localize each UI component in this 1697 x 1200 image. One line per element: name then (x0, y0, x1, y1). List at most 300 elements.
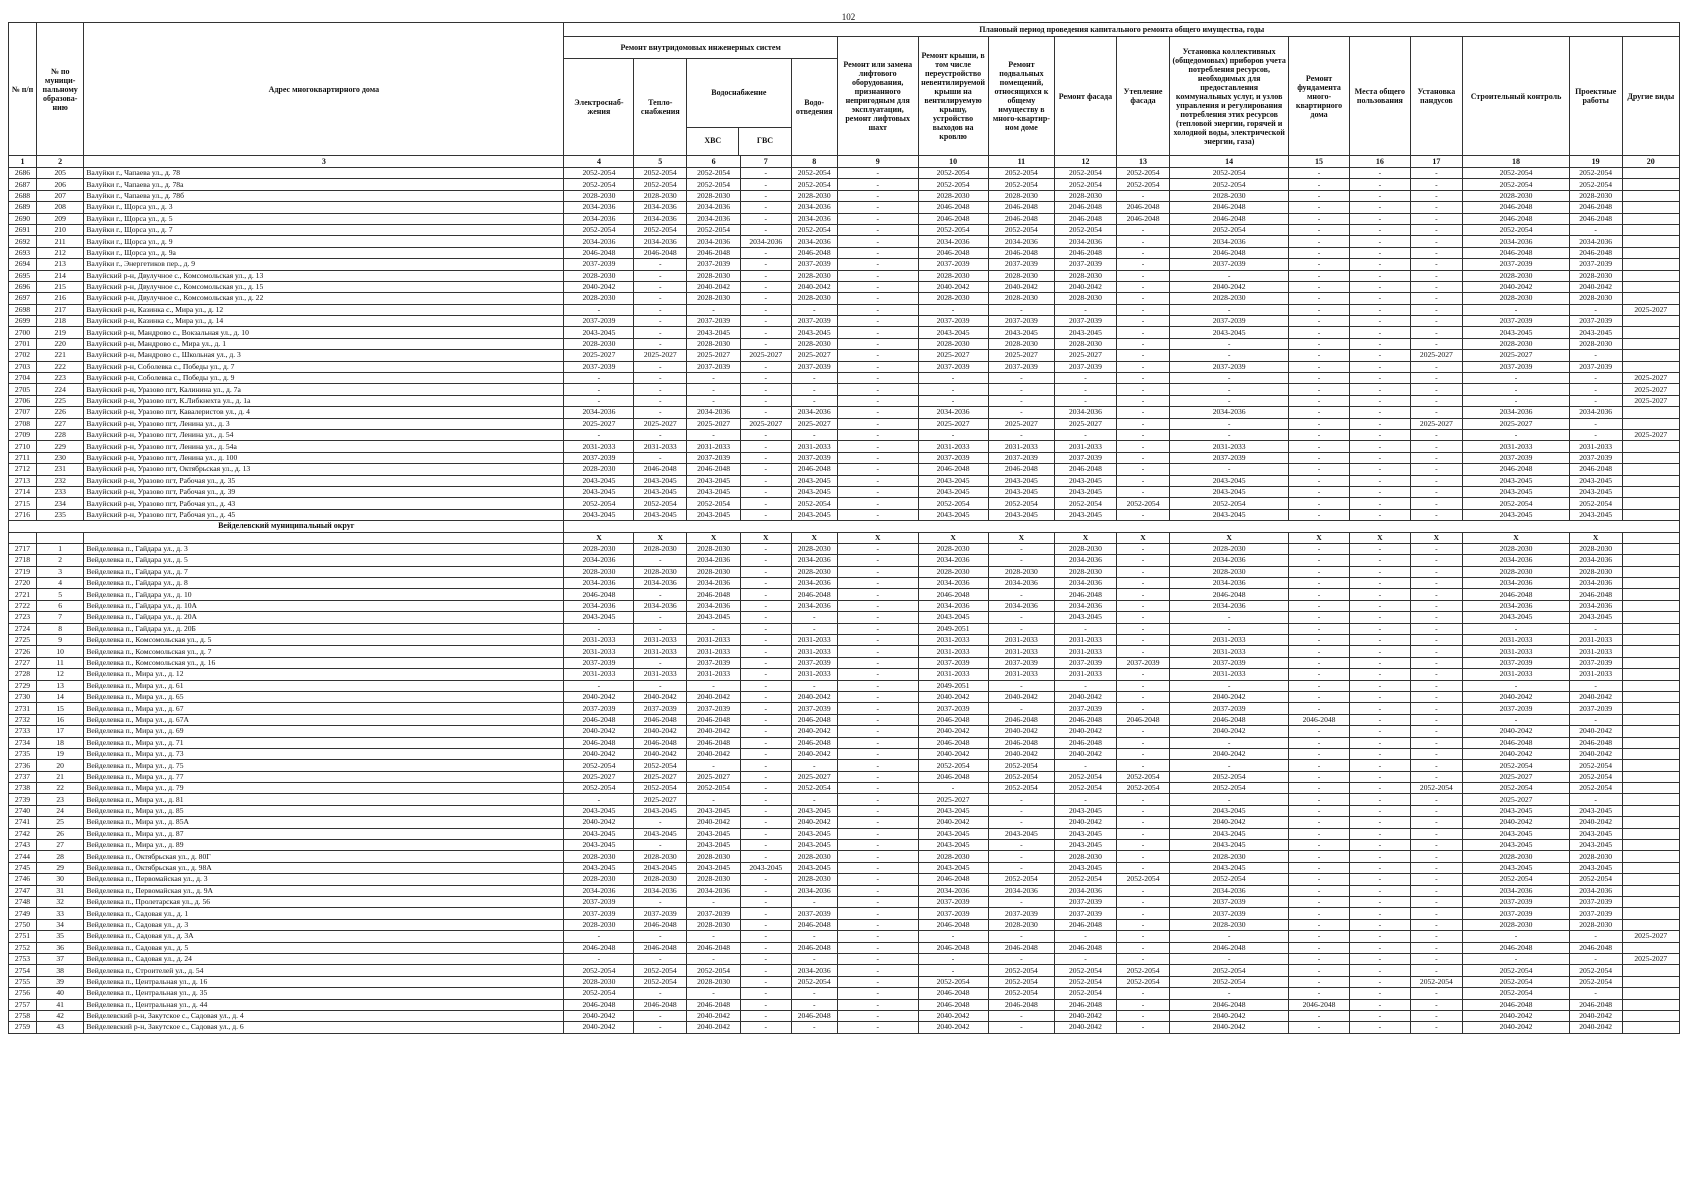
municipal-number: 235 (36, 509, 83, 520)
year-range-cell: - (988, 429, 1055, 440)
year-range-cell: 2034-2036 (687, 885, 741, 896)
year-range-cell: - (837, 897, 918, 908)
year-range-cell: 2028-2030 (791, 270, 837, 281)
address-cell: Вейделевка п., Гайдара ул., д. 10 (84, 589, 564, 600)
year-range-cell: 2046-2048 (918, 737, 988, 748)
year-range-cell: - (1410, 190, 1463, 201)
table-row (9, 213, 1680, 224)
year-range-cell: - (687, 384, 741, 395)
year-range-cell: 2037-2039 (918, 908, 988, 919)
year-range-cell: 2043-2045 (1055, 805, 1116, 816)
year-range-cell: - (837, 646, 918, 657)
municipal-number: 30 (36, 874, 83, 885)
year-range-cell: 2043-2045 (791, 828, 837, 839)
year-range-cell: - (1410, 828, 1463, 839)
year-range-cell: 2040-2042 (791, 691, 837, 702)
year-range-cell: - (988, 703, 1055, 714)
year-range-cell: 2025-2027 (918, 350, 988, 361)
year-range-cell: 2034-2036 (634, 578, 687, 589)
year-range-cell: - (1410, 988, 1463, 999)
year-range-cell: - (1288, 897, 1349, 908)
year-range-cell: 2052-2054 (1055, 771, 1116, 782)
year-range-cell: - (1288, 953, 1349, 964)
year-range-cell: - (1410, 794, 1463, 805)
address-cell: Вейделевка п., Садовая ул., д. 1 (84, 908, 564, 919)
year-range-cell: 2046-2048 (634, 919, 687, 930)
year-range-cell: - (1288, 350, 1349, 361)
year-range-cell: 2052-2054 (1055, 988, 1116, 999)
year-range-cell: 2043-2045 (791, 840, 837, 851)
year-range-cell: 2040-2042 (1463, 817, 1570, 828)
table-row (9, 327, 1680, 338)
year-range-cell: 2046-2048 (687, 999, 741, 1010)
year-range-cell: 2028-2030 (1463, 270, 1570, 281)
year-range-cell: 2052-2054 (1116, 783, 1170, 794)
year-range-cell: 2046-2048 (988, 247, 1055, 258)
column-number: 17 (1410, 156, 1463, 168)
year-range-cell: 2031-2033 (634, 646, 687, 657)
year-range-cell: - (1350, 646, 1410, 657)
year-range-cell: 2034-2036 (1569, 885, 1622, 896)
municipal-number: 222 (36, 361, 83, 372)
municipal-number: 41 (36, 999, 83, 1010)
year-range-cell: 2037-2039 (1463, 361, 1570, 372)
year-range-cell: 2052-2054 (1463, 179, 1570, 190)
year-range-cell: - (1116, 270, 1170, 281)
year-range-cell (1622, 566, 1679, 577)
row-number: 2753 (9, 953, 37, 964)
year-range-cell: - (837, 965, 918, 976)
table-row (9, 669, 1680, 680)
year-range-cell: 2043-2045 (918, 486, 988, 497)
year-range-cell: - (1116, 600, 1170, 611)
year-range-cell: - (740, 931, 791, 942)
year-range-cell: - (1288, 168, 1349, 179)
year-range-cell (1622, 361, 1679, 372)
year-range-cell: 2034-2036 (1569, 600, 1622, 611)
table-row (9, 361, 1680, 372)
year-range-cell: 2052-2054 (1410, 783, 1463, 794)
year-range-cell: 2031-2033 (1170, 635, 1288, 646)
year-range-cell: 2028-2030 (1463, 543, 1570, 554)
year-range-cell (1622, 805, 1679, 816)
row-number: 2693 (9, 247, 37, 258)
year-range-cell: 2028-2030 (687, 874, 741, 885)
address-cell: Валуйки г., Чапаева ул., д. 78б (84, 190, 564, 201)
year-range-cell: 2043-2045 (687, 612, 741, 623)
year-range-cell (1622, 498, 1679, 509)
year-range-cell: - (988, 840, 1055, 851)
year-range-cell: 2046-2048 (1055, 919, 1116, 930)
year-range-cell: - (988, 384, 1055, 395)
year-range-cell: - (740, 783, 791, 794)
year-range-cell: 2037-2039 (1170, 316, 1288, 327)
year-range-cell: - (687, 760, 741, 771)
year-range-cell: - (740, 168, 791, 179)
year-range-cell: 2034-2036 (687, 236, 741, 247)
row-number: 2703 (9, 361, 37, 372)
year-range-cell: - (1116, 942, 1170, 953)
year-range-cell (1622, 281, 1679, 292)
table-row (9, 179, 1680, 190)
header-ramps: Установка пандусов (1410, 37, 1463, 156)
year-range-cell: - (1288, 817, 1349, 828)
year-range-cell: 2037-2039 (1055, 657, 1116, 668)
year-range-cell: 2034-2036 (918, 555, 988, 566)
year-range-cell: - (740, 429, 791, 440)
year-range-cell: 2037-2039 (1116, 657, 1170, 668)
year-range-cell: - (1055, 953, 1116, 964)
municipal-number: 12 (36, 669, 83, 680)
table-row (9, 635, 1680, 646)
year-range-cell: 2046-2048 (564, 714, 634, 725)
year-range-cell: 2043-2045 (564, 475, 634, 486)
year-range-cell: - (1170, 418, 1288, 429)
column-number: 9 (837, 156, 918, 168)
year-range-cell: 2046-2048 (791, 942, 837, 953)
year-range-cell: 2037-2039 (791, 259, 837, 270)
year-range-cell: - (1410, 247, 1463, 258)
year-range-cell: - (1410, 874, 1463, 885)
header-heating: Тепло-снабжения (634, 59, 687, 156)
year-range-cell: 2043-2045 (918, 612, 988, 623)
year-range-cell: - (740, 464, 791, 475)
year-range-cell: - (1288, 373, 1349, 384)
year-range-cell: - (687, 429, 741, 440)
year-range-cell: 2052-2054 (687, 965, 741, 976)
year-range-cell: - (687, 304, 741, 315)
year-range-cell: - (1288, 270, 1349, 281)
year-range-cell: 2052-2054 (1463, 783, 1570, 794)
year-range-cell: - (1350, 726, 1410, 737)
table-row (9, 350, 1680, 361)
year-range-cell: - (1288, 293, 1349, 304)
year-range-cell: - (740, 851, 791, 862)
address-cell: Валуйки г., Щорса ул., д. 3 (84, 202, 564, 213)
year-range-cell: - (1288, 805, 1349, 816)
year-range-cell: 2046-2048 (918, 874, 988, 885)
year-range-cell: 2028-2030 (687, 270, 741, 281)
municipal-number: 35 (36, 931, 83, 942)
table-row (9, 737, 1680, 748)
year-range-cell: 2040-2042 (564, 281, 634, 292)
year-range-cell: - (1350, 953, 1410, 964)
year-range-cell: 2034-2036 (1569, 407, 1622, 418)
municipal-number: 209 (36, 213, 83, 224)
year-range-cell: - (1463, 714, 1570, 725)
year-range-cell: - (1569, 429, 1622, 440)
year-range-cell: 2037-2039 (1170, 908, 1288, 919)
year-range-cell: 2046-2048 (1569, 464, 1622, 475)
year-range-cell: - (837, 817, 918, 828)
year-range-cell: - (837, 1010, 918, 1021)
table-row (9, 600, 1680, 611)
address-cell: Валуйский р-н, Уразово пгт, Рабочая ул., д. 35 (84, 475, 564, 486)
municipal-number: 19 (36, 748, 83, 759)
year-range-cell: 2040-2042 (1170, 691, 1288, 702)
year-range-cell: - (740, 976, 791, 987)
year-range-cell: - (1116, 566, 1170, 577)
year-range-cell: - (837, 885, 918, 896)
year-range-cell: 2052-2054 (1116, 965, 1170, 976)
year-range-cell: 2031-2033 (1055, 635, 1116, 646)
year-range-cell: - (1288, 1022, 1349, 1033)
year-range-cell: 2031-2033 (1463, 441, 1570, 452)
year-range-cell: - (837, 669, 918, 680)
row-number: 2743 (9, 840, 37, 851)
year-range-cell: - (837, 475, 918, 486)
year-range-cell: 2034-2036 (791, 555, 837, 566)
year-range-cell: 2028-2030 (1569, 566, 1622, 577)
year-range-cell: - (988, 897, 1055, 908)
year-range-cell: - (1350, 350, 1410, 361)
year-range-cell: - (1288, 418, 1349, 429)
capital-repair-table (8, 22, 1680, 1034)
year-range-cell: - (1350, 737, 1410, 748)
year-range-cell: 2043-2045 (687, 509, 741, 520)
year-range-cell: - (740, 509, 791, 520)
year-range-cell: 2028-2030 (1170, 851, 1288, 862)
year-range-cell: 2025-2027 (1410, 350, 1463, 361)
column-number: 20 (1622, 156, 1679, 168)
year-range-cell: 2052-2054 (1170, 771, 1288, 782)
year-range-cell: 2040-2042 (1170, 1010, 1288, 1021)
year-range-cell: - (1288, 840, 1349, 851)
column-number: 7 (740, 156, 791, 168)
year-range-cell: 2052-2054 (564, 783, 634, 794)
year-range-cell (1622, 509, 1679, 520)
year-range-cell: 2034-2036 (1463, 236, 1570, 247)
row-number: 2712 (9, 464, 37, 475)
year-range-cell: - (1410, 999, 1463, 1010)
year-range-cell (1622, 828, 1679, 839)
year-range-cell: 2028-2030 (634, 874, 687, 885)
year-range-cell: 2052-2054 (687, 783, 741, 794)
address-cell: Валуйский р-н, Мандрово с., Вокзальная ул., д. 10 (84, 327, 564, 338)
year-range-cell: 2040-2042 (1055, 281, 1116, 292)
year-range-cell: 2028-2030 (1569, 338, 1622, 349)
year-range-cell: - (1410, 953, 1463, 964)
year-range-cell: 2052-2054 (634, 965, 687, 976)
column-number: 12 (1055, 156, 1116, 168)
year-range-cell: 2025-2027 (1622, 953, 1679, 964)
year-range-cell: 2043-2045 (1055, 840, 1116, 851)
year-range-cell: - (564, 680, 634, 691)
year-range-cell: - (740, 748, 791, 759)
year-range-cell: - (1288, 703, 1349, 714)
year-range-cell: - (1116, 338, 1170, 349)
year-range-cell: - (837, 168, 918, 179)
year-range-cell: - (687, 953, 741, 964)
year-range-cell: - (1569, 304, 1622, 315)
year-range-cell: 2046-2048 (564, 737, 634, 748)
year-range-cell: 2037-2039 (1463, 703, 1570, 714)
year-range-cell: - (1350, 931, 1410, 942)
year-range-cell: 2046-2048 (687, 737, 741, 748)
year-range-cell: 2040-2042 (1055, 1010, 1116, 1021)
year-range-cell: 2037-2039 (1055, 452, 1116, 463)
year-range-cell: - (837, 566, 918, 577)
year-range-cell: 2052-2054 (1116, 771, 1170, 782)
year-range-cell: 2028-2030 (988, 293, 1055, 304)
x-mark: X (1170, 532, 1288, 543)
year-range-cell: 2043-2045 (1569, 486, 1622, 497)
year-range-cell: - (837, 737, 918, 748)
year-range-cell: 2025-2027 (988, 418, 1055, 429)
year-range-cell: - (837, 976, 918, 987)
year-range-cell (1622, 703, 1679, 714)
year-range-cell: 2046-2048 (1569, 942, 1622, 953)
year-range-cell: - (1116, 680, 1170, 691)
year-range-cell: - (1410, 543, 1463, 554)
year-range-cell: - (1350, 566, 1410, 577)
year-range-cell: 2046-2048 (1055, 589, 1116, 600)
year-range-cell: - (1116, 794, 1170, 805)
year-range-cell: 2040-2042 (1170, 748, 1288, 759)
year-range-cell: - (1350, 270, 1410, 281)
year-range-cell: 2034-2036 (687, 202, 741, 213)
year-range-cell: 2028-2030 (687, 293, 741, 304)
year-range-cell: 2046-2048 (1463, 589, 1570, 600)
year-range-cell: 2052-2054 (1055, 874, 1116, 885)
year-range-cell: - (1410, 726, 1463, 737)
row-number: 2729 (9, 680, 37, 691)
year-range-cell: - (791, 612, 837, 623)
municipal-number: 214 (36, 270, 83, 281)
year-range-cell: 2034-2036 (1569, 555, 1622, 566)
year-range-cell: 2043-2045 (1055, 612, 1116, 623)
year-range-cell: 2028-2030 (988, 566, 1055, 577)
year-range-cell: - (1350, 760, 1410, 771)
address-cell: Валуйский р-н, Уразово пгт, К.Либкнехта ул., д. 1а (84, 395, 564, 406)
year-range-cell: - (634, 259, 687, 270)
year-range-cell: - (1288, 760, 1349, 771)
year-range-cell: - (918, 304, 988, 315)
year-range-cell: 2034-2036 (687, 578, 741, 589)
row-number: 2704 (9, 373, 37, 384)
x-mark: X (1116, 532, 1170, 543)
year-range-cell: 2043-2045 (1170, 475, 1288, 486)
year-range-cell: 2046-2048 (1170, 202, 1288, 213)
year-range-cell: - (564, 623, 634, 634)
year-range-cell: - (1463, 395, 1570, 406)
x-mark: X (687, 532, 741, 543)
address-cell: Вейделевка п., Мира ул., д. 87 (84, 828, 564, 839)
year-range-cell: 2025-2027 (1463, 794, 1570, 805)
year-range-cell: - (1410, 897, 1463, 908)
year-range-cell: 2052-2054 (1055, 965, 1116, 976)
year-range-cell: 2031-2033 (918, 669, 988, 680)
year-range-cell: 2046-2048 (687, 247, 741, 258)
address-cell: Вейделевка п., Комсомольская ул., д. 16 (84, 657, 564, 668)
year-range-cell: 2052-2054 (791, 976, 837, 987)
year-range-cell: 2034-2036 (988, 600, 1055, 611)
year-range-cell: - (1569, 714, 1622, 725)
year-range-cell (1622, 817, 1679, 828)
year-range-cell: - (1116, 293, 1170, 304)
year-range-cell: - (1410, 862, 1463, 873)
year-range-cell: - (564, 429, 634, 440)
year-range-cell: 2025-2027 (988, 350, 1055, 361)
year-range-cell: - (740, 486, 791, 497)
year-range-cell (1622, 600, 1679, 611)
year-range-cell: 2040-2042 (564, 726, 634, 737)
municipal-number: 20 (36, 760, 83, 771)
year-range-cell: - (1350, 885, 1410, 896)
year-range-cell: - (634, 988, 687, 999)
year-range-cell: - (1170, 338, 1288, 349)
year-range-cell (1622, 543, 1679, 554)
year-range-cell: - (1288, 988, 1349, 999)
year-range-cell: 2028-2030 (1170, 293, 1288, 304)
year-range-cell: - (740, 623, 791, 634)
address-cell: Вейделевка п., Мира ул., д. 79 (84, 783, 564, 794)
row-number: 2726 (9, 646, 37, 657)
year-range-cell: - (1055, 395, 1116, 406)
year-range-cell: 2028-2030 (634, 543, 687, 554)
year-range-cell: 2046-2048 (918, 942, 988, 953)
year-range-cell: 2046-2048 (1170, 999, 1288, 1010)
year-range-cell: - (1350, 669, 1410, 680)
year-range-cell: - (564, 304, 634, 315)
year-range-cell: 2028-2030 (687, 543, 741, 554)
year-range-cell: - (1288, 691, 1349, 702)
address-cell: Валуйский р-н, Двулучное с., Комсомольская ул., д. 22 (84, 293, 564, 304)
row-number: 2707 (9, 407, 37, 418)
column-number: 16 (1350, 156, 1410, 168)
year-range-cell: 2025-2027 (791, 350, 837, 361)
municipal-number: 205 (36, 168, 83, 179)
year-range-cell: - (837, 338, 918, 349)
year-range-cell: - (634, 429, 687, 440)
address-cell: Валуйский р-н, Уразово пгт, Ленина ул., д. 54 (84, 429, 564, 440)
year-range-cell: - (791, 897, 837, 908)
year-range-cell: 2034-2036 (564, 885, 634, 896)
year-range-cell: - (740, 714, 791, 725)
year-range-cell: - (740, 441, 791, 452)
year-range-cell: - (1116, 236, 1170, 247)
year-range-cell: 2052-2054 (988, 224, 1055, 235)
municipal-number: 37 (36, 953, 83, 964)
year-range-cell: - (740, 327, 791, 338)
year-range-cell: 2028-2030 (791, 190, 837, 201)
year-range-cell: - (687, 395, 741, 406)
year-range-cell: 2037-2039 (687, 703, 741, 714)
year-range-cell (1622, 874, 1679, 885)
address-cell: Вейделевка п., Мира ул., д. 12 (84, 669, 564, 680)
year-range-cell: - (1410, 441, 1463, 452)
address-cell: Вейделевка п., Мира ул., д. 85А (84, 817, 564, 828)
year-range-cell: - (740, 703, 791, 714)
year-range-cell: 2043-2045 (564, 612, 634, 623)
year-range-cell (1622, 669, 1679, 680)
year-range-cell: 2040-2042 (687, 726, 741, 737)
year-range-cell: 2043-2045 (687, 840, 741, 851)
year-range-cell: 2028-2030 (564, 338, 634, 349)
year-range-cell: 2031-2033 (1170, 669, 1288, 680)
year-range-cell: - (1410, 919, 1463, 930)
row-number: 2759 (9, 1022, 37, 1033)
year-range-cell: 2052-2054 (988, 760, 1055, 771)
year-range-cell: 2025-2027 (687, 350, 741, 361)
year-range-cell: - (1116, 999, 1170, 1010)
address-cell: Валуйский р-н, Уразово пгт, Калинина ул., д. 7а (84, 384, 564, 395)
row-number: 2755 (9, 976, 37, 987)
year-range-cell: - (837, 373, 918, 384)
year-range-cell: - (687, 794, 741, 805)
municipal-number: 211 (36, 236, 83, 247)
row-number: 2731 (9, 703, 37, 714)
